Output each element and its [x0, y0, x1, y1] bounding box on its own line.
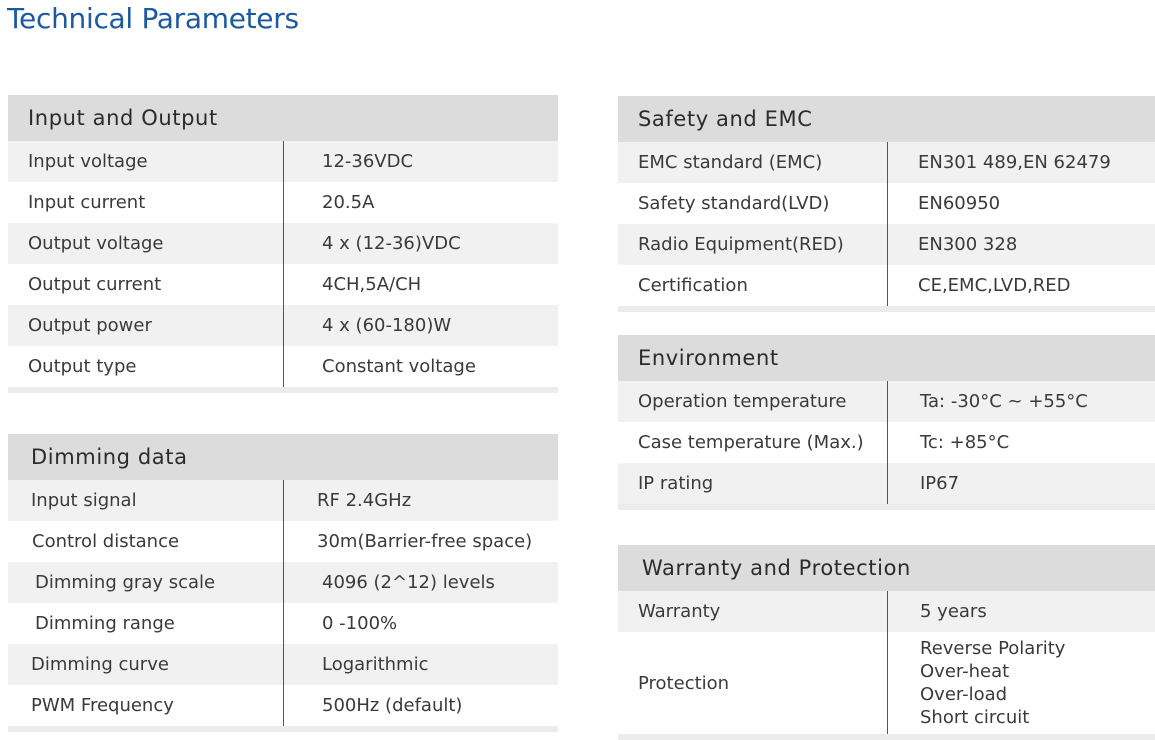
table-row [8, 521, 558, 562]
row-value: EN300 328 [918, 234, 1018, 255]
input-output-header: Input and Output [8, 95, 558, 141]
table-row [8, 562, 558, 603]
table-row [618, 381, 1155, 422]
row-value: Tc: +85°C [920, 432, 1010, 453]
table-row [8, 480, 558, 521]
row-value: 4096 (2^12) levels [322, 572, 495, 593]
row-label: Output power [8, 305, 284, 346]
row-value: 20.5A [322, 192, 375, 213]
row-value: 4 x (12-36)VDC [322, 233, 461, 254]
row-label: PWM Frequency [8, 685, 284, 726]
row-value: 12-36VDC [322, 151, 414, 172]
safety-emc-header: Safety and EMC [618, 96, 1155, 142]
protection-item: Over-load [920, 684, 1008, 705]
row-value: EN301 489,EN 62479 [918, 152, 1111, 173]
table-row [8, 685, 558, 726]
row-value: Logarithmic [322, 654, 429, 675]
row-label: Dimming range [8, 603, 284, 644]
row-value: Ta: -30°C ~ +55°C [920, 391, 1088, 412]
protection-item: Over-heat [920, 661, 1010, 682]
row-value: IP67 [920, 473, 960, 494]
warranty-protection-header: Warranty and Protection [618, 545, 1155, 591]
row-label: Output current [8, 264, 284, 305]
row-label: Certification [618, 265, 888, 306]
row-value: EN60950 [918, 193, 1001, 214]
row-value: 5 years [920, 601, 987, 622]
environment-table [618, 335, 1155, 510]
row-label: Radio Equipment(RED) [618, 224, 888, 265]
row-value: CE,EMC,LVD,RED [918, 275, 1071, 296]
row-value: 0 -100% [322, 613, 398, 634]
row-label: Input signal [8, 480, 284, 521]
protection-item: Reverse Polarity [920, 638, 1066, 659]
row-label: Dimming curve [8, 644, 284, 685]
row-value: 30m(Barrier-free space) [317, 531, 533, 552]
row-value: 500Hz (default) [322, 695, 463, 716]
row-label: Dimming gray scale [8, 562, 284, 603]
table-row [8, 141, 558, 182]
row-label: Output voltage [8, 223, 284, 264]
dimming-table [8, 434, 558, 732]
row-value: RF 2.4GHz [317, 490, 412, 511]
row-value: 4 x (60-180)W [322, 315, 452, 336]
page-title: Technical Parameters [7, 2, 299, 35]
table-row [8, 305, 558, 346]
table-row [618, 422, 1155, 463]
table-row [8, 223, 558, 264]
protection-list [888, 632, 1065, 734]
row-label: Control distance [8, 521, 284, 562]
row-label: Case temperature (Max.) [618, 422, 888, 463]
table-row [618, 591, 1155, 632]
input-output-table [8, 95, 558, 393]
table-row [618, 463, 1155, 504]
row-label: Input voltage [8, 141, 284, 182]
row-label: Warranty [618, 591, 888, 632]
row-value: Constant voltage [322, 356, 476, 377]
row-label: Input current [8, 182, 284, 223]
row-label: Protection [618, 632, 888, 734]
row-label: Safety standard(LVD) [618, 183, 888, 224]
row-value: 4CH,5A/CH [322, 274, 422, 295]
dimming-header: Dimming data [8, 434, 558, 480]
table-row [8, 603, 558, 644]
row-label: EMC standard (EMC) [618, 142, 888, 183]
table-row [8, 182, 558, 223]
environment-header: Environment [618, 335, 1155, 381]
table-row [8, 644, 558, 685]
row-label: Output type [8, 346, 284, 387]
table-row [8, 264, 558, 305]
row-label: IP rating [618, 463, 888, 504]
safety-emc-table [618, 96, 1155, 312]
table-row [618, 632, 1155, 734]
warranty-protection-table [618, 545, 1155, 740]
table-row [8, 346, 558, 387]
protection-item: Short circuit [920, 707, 1030, 728]
row-label: Operation temperature [618, 381, 888, 422]
table-row [618, 183, 1155, 224]
table-row [618, 265, 1155, 306]
table-row [618, 224, 1155, 265]
table-row [618, 142, 1155, 183]
